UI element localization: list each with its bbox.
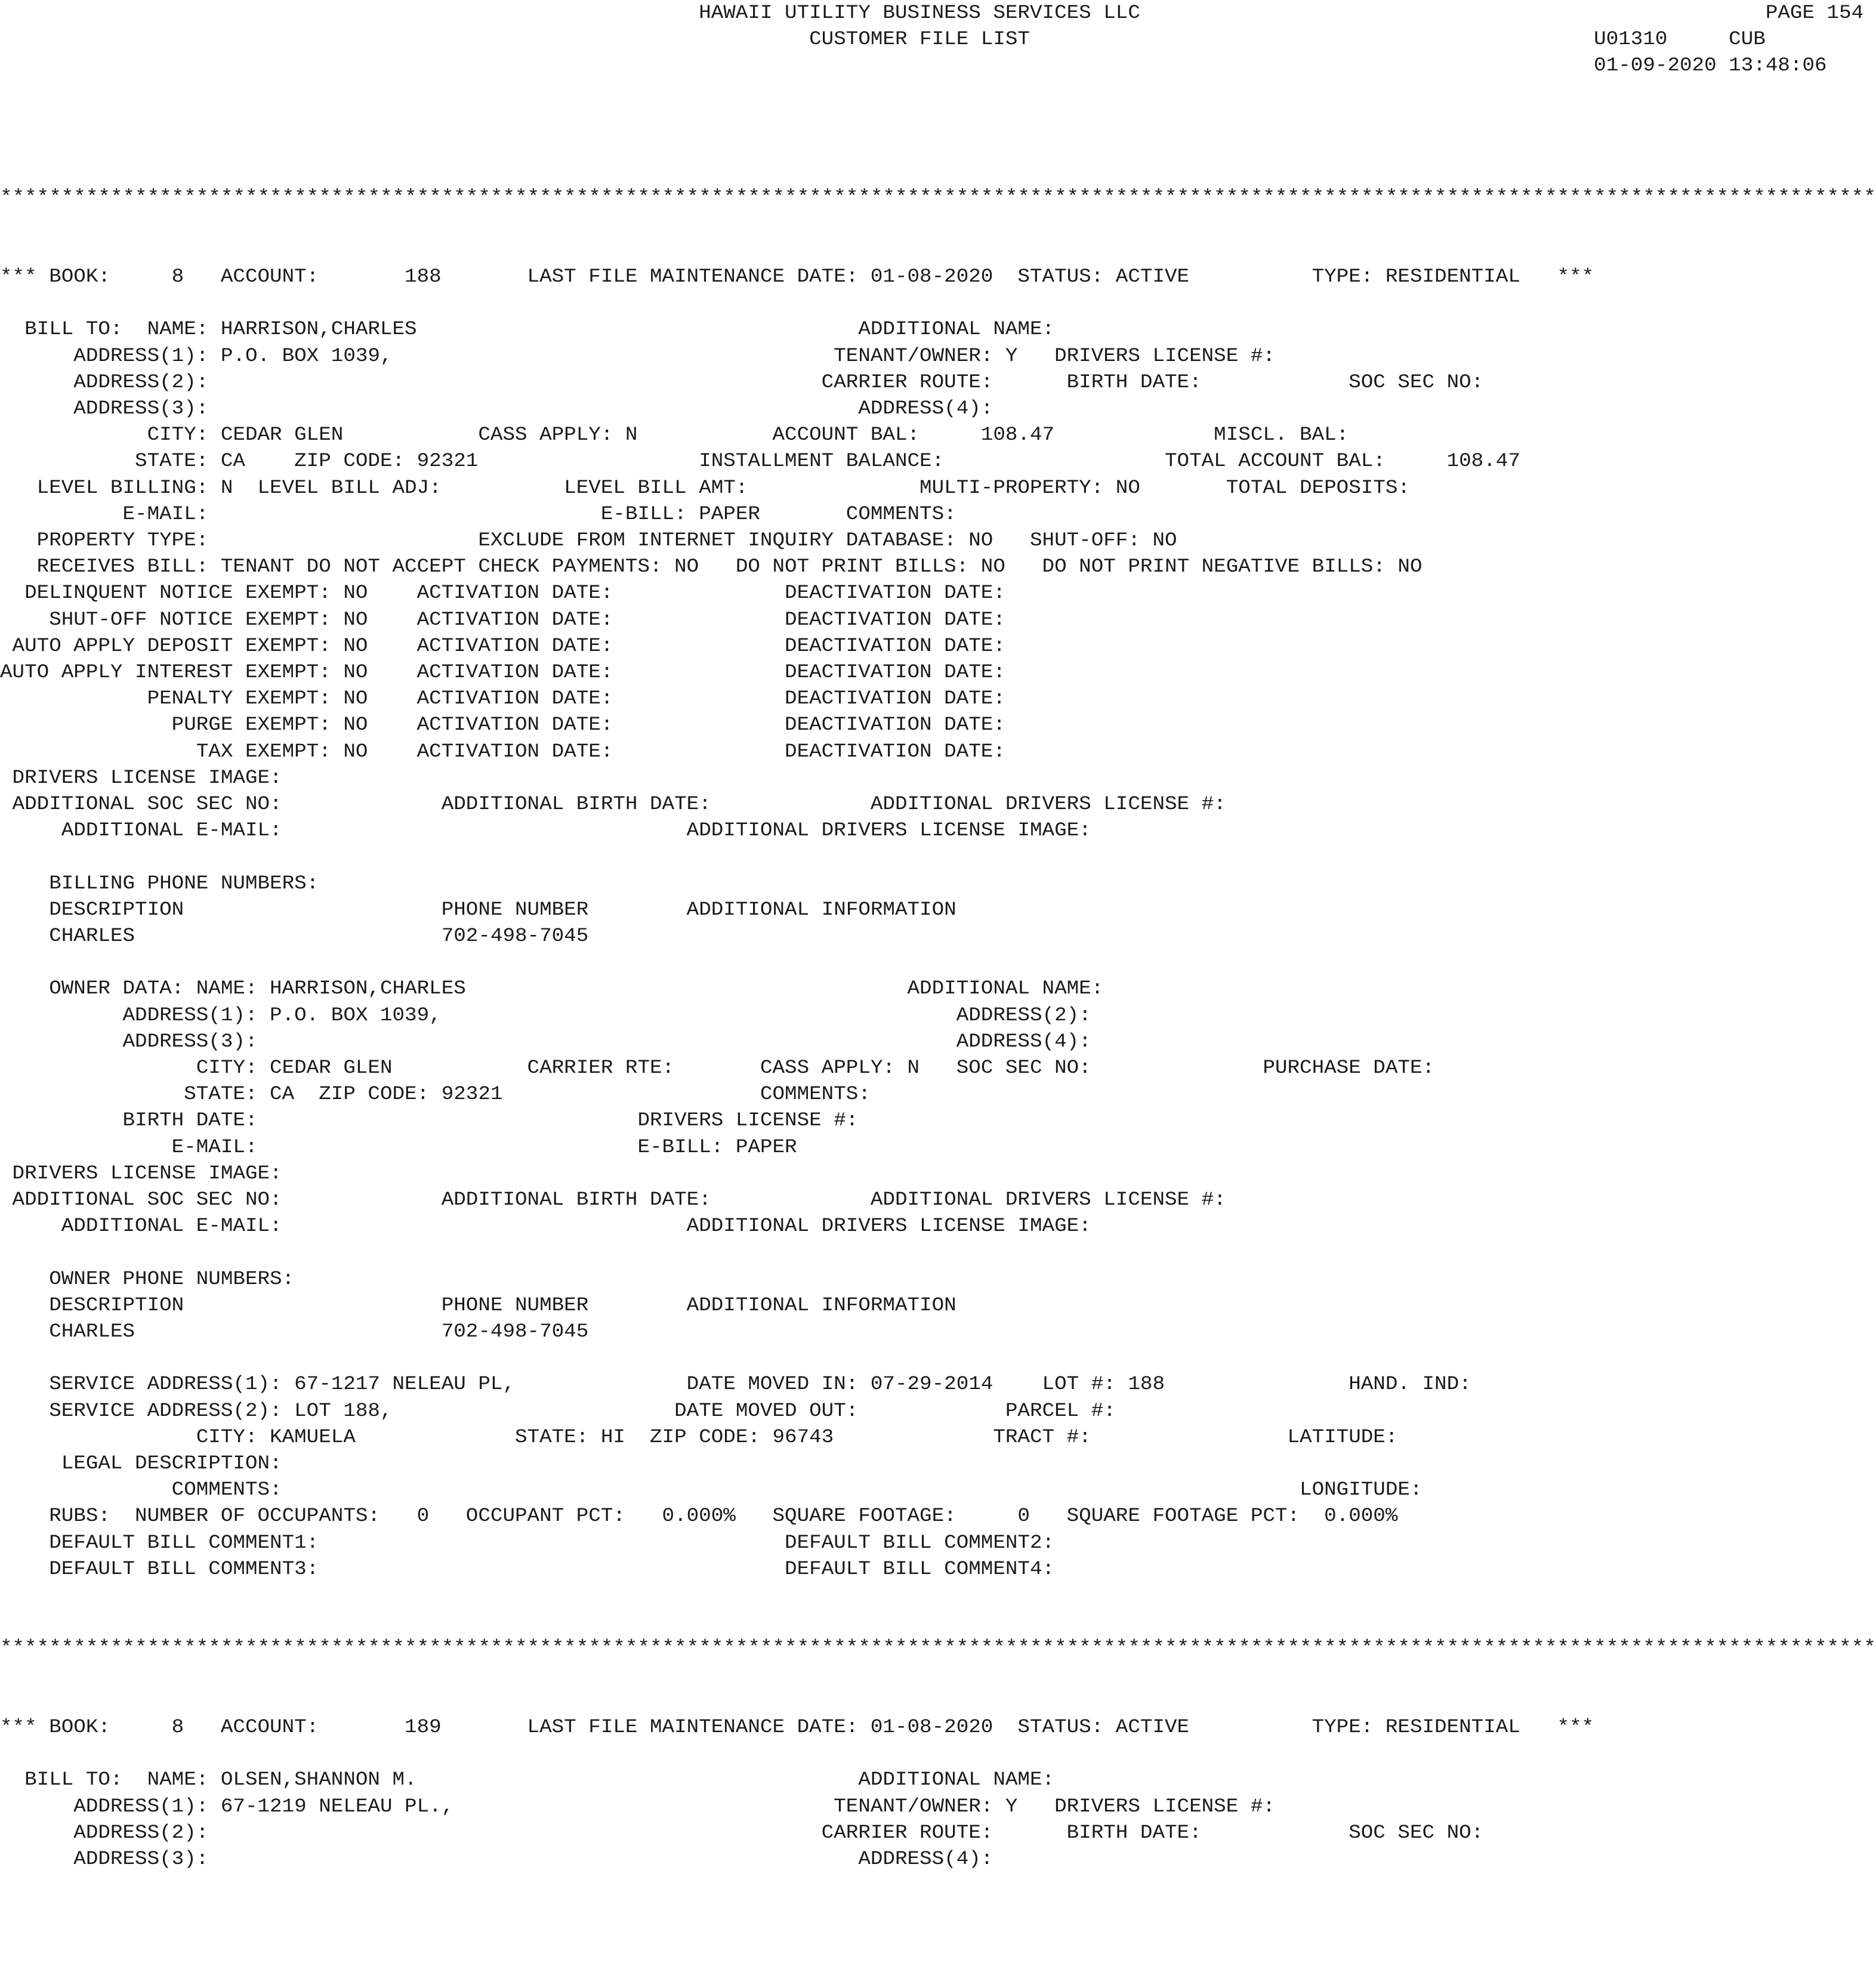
report-line: CITY: CEDAR GLEN CASS APPLY: N ACCOUNT BAL: 108.47 MISCL. BAL:: [0, 424, 1349, 446]
report-line: RECEIVES BILL: TENANT DO NOT ACCEPT CHECK PAYMENTS: NO DO NOT PRINT BILLS: NO DO NOT PRINT NEGATIVE BILLS: NO: [0, 555, 1423, 578]
report-line: ADDITIONAL E-MAIL: ADDITIONAL DRIVERS LICENSE IMAGE:: [0, 1215, 1091, 1237]
report-line: CHARLES 702-498-7045: [0, 925, 589, 947]
report-line: OWNER DATA: NAME: HARRISON,CHARLES ADDITIONAL NAME:: [0, 977, 1104, 1000]
report-line: ADDITIONAL SOC SEC NO: ADDITIONAL BIRTH DATE: ADDITIONAL DRIVERS LICENSE #:: [0, 1189, 1226, 1211]
report-line: SERVICE ADDRESS(1): 67-1217 NELEAU PL, DATE MOVED IN: 07-29-2014 LOT #: 188 HAND. IND:: [0, 1373, 1471, 1396]
report-line: DEFAULT BILL COMMENT3: DEFAULT BILL COMMENT4:: [0, 1557, 1055, 1580]
report-line: ADDITIONAL SOC SEC NO: ADDITIONAL BIRTH DATE: ADDITIONAL DRIVERS LICENSE #:: [0, 793, 1226, 815]
report-line: CITY: KAMUELA STATE: HI ZIP CODE: 96743 TRACT #: LATITUDE:: [0, 1425, 1398, 1448]
report-line: CHARLES 702-498-7045: [0, 1320, 589, 1342]
report-line: AUTO APPLY INTEREST EXEMPT: NO ACTIVATION DATE: DEACTIVATION DATE:: [0, 661, 1005, 683]
report-line-banner: *** BOOK: 8 ACCOUNT: 189 LAST FILE MAINTENANCE DATE: 01-08-2020 STATUS: ACTIVE TYPE: RESIDENTIAL ***: [0, 1716, 1594, 1738]
report-line: ADDRESS(1): 67-1219 NELEAU PL., TENANT/OWNER: Y DRIVERS LICENSE #:: [0, 1795, 1275, 1817]
report-line: ADDRESS(2): CARRIER ROUTE: BIRTH DATE: SOC SEC NO:: [0, 1821, 1484, 1844]
report-line: AUTO APPLY DEPOSIT EXEMPT: NO ACTIVATION DATE: DEACTIVATION DATE:: [0, 634, 1005, 657]
report-line: ADDRESS(1): P.O. BOX 1039, ADDRESS(2):: [0, 1004, 1091, 1026]
report-line: TAX EXEMPT: NO ACTIVATION DATE: DEACTIVATION DATE:: [0, 740, 1005, 763]
report-line: DESCRIPTION PHONE NUMBER ADDITIONAL INFORMATION: [0, 1294, 956, 1316]
report-line: HAWAII UTILITY BUSINESS SERVICES LLC PAGE 154: [0, 2, 1864, 24]
report-line: DRIVERS LICENSE IMAGE:: [0, 1162, 282, 1184]
report-line: DELINQUENT NOTICE EXEMPT: NO ACTIVATION DATE: DEACTIVATION DATE:: [0, 582, 1005, 604]
report-line: ADDRESS(1): P.O. BOX 1039, TENANT/OWNER: Y DRIVERS LICENSE #:: [0, 344, 1275, 367]
report-line: CITY: CEDAR GLEN CARRIER RTE: CASS APPLY: N SOC SEC NO: PURCHASE DATE:: [0, 1057, 1435, 1079]
report-line: ADDRESS(3): ADDRESS(4):: [0, 1030, 1091, 1053]
report-line: COMMENTS: LONGITUDE:: [0, 1479, 1423, 1501]
report-line: BILL TO: NAME: HARRISON,CHARLES ADDITIONAL NAME:: [0, 318, 1055, 341]
report-line: ADDRESS(3): ADDRESS(4):: [0, 397, 993, 419]
report-line-banner: *********************************************************************************************************************************************************: [0, 186, 1876, 209]
report-line: CUSTOMER FILE LIST U01310 CUB: [0, 28, 1766, 51]
report-line: E-MAIL: E-BILL: PAPER COMMENTS:: [0, 502, 956, 525]
report-line: SHUT-OFF NOTICE EXEMPT: NO ACTIVATION DATE: DEACTIVATION DATE:: [0, 608, 1005, 631]
report-line: E-MAIL: E-BILL: PAPER: [0, 1135, 797, 1158]
report-line: LEVEL BILLING: N LEVEL BILL ADJ: LEVEL BILL AMT: MULTI-PROPERTY: NO TOTAL DEPOSITS:: [0, 476, 1410, 499]
report-line: ADDRESS(3): ADDRESS(4):: [0, 1848, 993, 1870]
report-line: PURGE EXEMPT: NO ACTIVATION DATE: DEACTIVATION DATE:: [0, 714, 1005, 736]
report-line-banner: *** BOOK: 8 ACCOUNT: 188 LAST FILE MAINTENANCE DATE: 01-08-2020 STATUS: ACTIVE TYPE: RESIDENTIAL ***: [0, 266, 1594, 288]
report-line-banner: *********************************************************************************************************************************************************: [0, 1637, 1876, 1659]
report-line: DRIVERS LICENSE IMAGE:: [0, 766, 282, 789]
report-line: BIRTH DATE: DRIVERS LICENSE #:: [0, 1109, 859, 1132]
report-line: BILL TO: NAME: OLSEN,SHANNON M. ADDITIONAL NAME:: [0, 1769, 1055, 1791]
report-line: ADDITIONAL E-MAIL: ADDITIONAL DRIVERS LICENSE IMAGE:: [0, 819, 1091, 842]
report-line: DEFAULT BILL COMMENT1: DEFAULT BILL COMMENT2:: [0, 1531, 1055, 1554]
report-line: PROPERTY TYPE: EXCLUDE FROM INTERNET INQUIRY DATABASE: NO SHUT-OFF: NO: [0, 529, 1177, 551]
report-line: 01-09-2020 13:48:06: [0, 54, 1827, 77]
report-line: STATE: CA ZIP CODE: 92321 COMMENTS:: [0, 1083, 871, 1106]
report-line: ADDRESS(2): CARRIER ROUTE: BIRTH DATE: SOC SEC NO:: [0, 371, 1484, 393]
report-line: LEGAL DESCRIPTION:: [0, 1452, 282, 1474]
report-line: OWNER PHONE NUMBERS:: [0, 1267, 295, 1290]
report-line: DESCRIPTION PHONE NUMBER ADDITIONAL INFORMATION: [0, 898, 956, 921]
report-line: BILLING PHONE NUMBERS:: [0, 872, 319, 894]
report-line: STATE: CA ZIP CODE: 92321 INSTALLMENT BALANCE: TOTAL ACCOUNT BAL: 108.47: [0, 450, 1520, 473]
report-line: SERVICE ADDRESS(2): LOT 188, DATE MOVED OUT: PARCEL #:: [0, 1399, 1116, 1422]
report-line: RUBS: NUMBER OF OCCUPANTS: 0 OCCUPANT PCT: 0.000% SQUARE FOOTAGE: 0 SQUARE FOOTAGE PCT: 0.000%: [0, 1505, 1398, 1527]
report-line: PENALTY EXEMPT: NO ACTIVATION DATE: DEACTIVATION DATE:: [0, 687, 1005, 710]
